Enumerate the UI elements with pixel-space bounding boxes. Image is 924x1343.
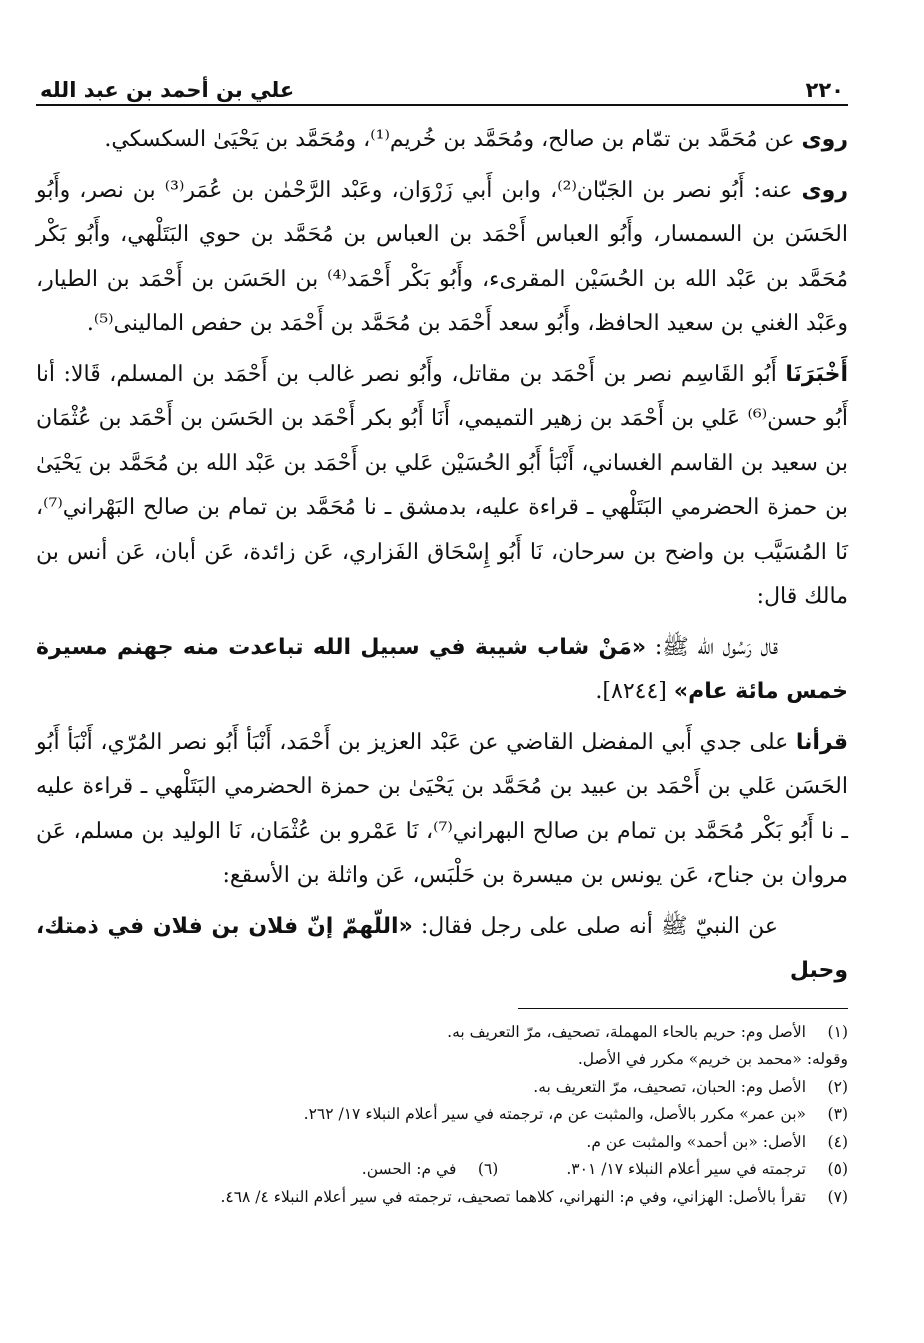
footnotes	[36, 1019, 848, 1212]
footnote-text: في م: الحسن.	[361, 1160, 457, 1178]
hadith-intro: عن النبيّ ﷺ أنه صلى على رجل فقال:	[412, 913, 778, 939]
hadith-text: «مَنْ شاب شيبة في سبيل الله تباعدت منه جهنم مسيرة خمس مائة عام»	[36, 634, 848, 704]
paragraph-lead: قرأنا	[795, 729, 848, 755]
main-text	[36, 118, 848, 994]
footnote-text: تقرأ بالأصل: الهزاني، وفي م: النهراني، كلاهما تصحيف، ترجمته في سير أعلام النبلاء ٤/ ٤٦٨.	[220, 1187, 806, 1206]
hadith-text: «اللّهمّ إنّ فلان بن فلان في ذمتك، وحبل	[36, 913, 848, 983]
footnote-text: ترجمته في سير أعلام النبلاء ١٧/ ٣٠١.	[566, 1160, 806, 1178]
footnote-number: (٤)	[827, 1132, 848, 1151]
hadith-1	[36, 626, 848, 715]
footnote-text: الأصل وم: الحبان، تصحيف، مرّ التعريف به.	[533, 1077, 806, 1096]
footnote-divider	[518, 1008, 848, 1009]
footnote-7	[36, 1184, 848, 1212]
hadith-reference: [٨٢٤٤].	[595, 679, 667, 704]
footnote-2	[36, 1074, 848, 1102]
footnote-text: الأصل وم: حريم بالحاء المهملة، تصحيف، مرّ التعريف به.	[447, 1022, 806, 1041]
footnote-text: «بن عمر» مكرر بالأصل، والمثبت عن م، ترجمته في سير أعلام النبلاء ١٧/ ٢٦٢.	[303, 1105, 806, 1123]
paragraph-text: عن مُحَمَّد بن تمّام بن صالح، ومُحَمَّد بن خُريم⁽¹⁾، ومُحَمَّد بن يَحْيَىٰ السكسكي.	[104, 127, 795, 152]
footnote-4	[36, 1129, 848, 1157]
footnote-number: (٣)	[827, 1105, 848, 1123]
page-header	[36, 78, 848, 106]
paragraph-text: عنه: أَبُو نصر بن الجَبّان⁽²⁾، وابن أَبي زَرْوَان، وعَبْد الرَّحْمٰن بن عُمَر⁽³⁾ بن نصر، وأَبُو الحَسَن بن السمسار، وأَبُو العباس أَحْمَد بن العباس بن مُحَمَّد بن حوي البَتَلْهي، وأَبُو بَكْر مُحَمَّد بن عَبْد الله بن الحُسَيْن المقرىء، وأَبُو بَكْر أَحْمَد⁽⁴⁾ بن الحَسَن بن أَحْمَد بن الطيار، وعَبْد الغني بن سعيد الحافظ، وأَبُو سعد أَحْمَد بن مُحَمَّد بن أَحْمَد بن حفص المالينى⁽⁵⁾.	[36, 177, 848, 336]
paragraph-isnad-2	[36, 721, 848, 899]
book-page	[36, 78, 848, 1211]
paragraph-text: على جدي أَبي المفضل القاضي عن عَبْد العزيز بن أَحْمَد، أَنْبَأ أَبُو نصر المُرّي، أَنْبَأ أَبُو الحَسَن عَلي بن أَحْمَد بن عبيد بن مُحَمَّد بن يَحْيَىٰ بن حمزة الحضرمي البَتَلْهي ـ قراءة عليه ـ نا أَبُو بَكْر مُحَمَّد بن تمام بن صالح البهراني⁽⁷⁾، نَا عَمْرو بن عُثْمَان، نَا الوليد بن مسلم، عَن مروان بن جناح، عَن يونس بن ميسرة بن حَلْبَس، عَن واثلة بن الأسقع:	[36, 729, 848, 888]
footnote-number: (٥)	[827, 1160, 848, 1178]
footnote-number: (١)	[827, 1022, 848, 1041]
footnote-number: (٦)	[477, 1160, 499, 1178]
paragraph-text: أَبُو القَاسِم نصر بن أَحْمَد بن مقاتل، وأَبُو نصر غالب بن أَحْمَد بن المسلم، قَالا: أنا أَبُو حسن⁽⁶⁾ عَلي بن أَحْمَد بن زهير التميمي، أَنَا أَبُو بكر أَحْمَد بن الحَسَن بن أَحْمَد بن عُثْمَان بن سعيد بن القاسم الغساني، أَنْبَأ أَبُو الحُسَيْن عَلي بن أَحْمَد بن عَبْد الله بن مُحَمَّد بن يَحْيَىٰ بن حمزة الحضرمي البَتَلْهي ـ قراءة عليه، بدمشق ـ نا مُحَمَّد بن تمام بن صالح البَهْراني⁽⁷⁾، نَا المُسَيَّب بن واضح بن سرحان، نَا أَبُو إِسْحَاق الفَزاري، عَن زائدة، عَن أبان، عَن أنس بن مالك قال:	[36, 361, 848, 609]
paragraph-narrated-from	[36, 118, 848, 163]
footnote-1	[36, 1019, 848, 1074]
footnote-number: (٧)	[827, 1187, 848, 1206]
hadith-2	[36, 905, 848, 994]
footnote-5-6	[36, 1156, 848, 1184]
running-title: علي بن أحمد بن عبد الله	[40, 78, 295, 102]
footnote-3	[36, 1101, 848, 1129]
footnote-continuation: وقوله: «محمد بن خريم» مكرر في الأصل.	[577, 1050, 848, 1068]
paragraph-lead: روى	[801, 127, 848, 152]
paragraph-lead: روى	[801, 177, 849, 203]
paragraph-narrated-by	[36, 169, 848, 347]
paragraph-lead: أَخْبَرَنَا	[785, 361, 848, 387]
hadith-intro: قال رَسُول الله ﷺ:	[646, 634, 778, 660]
paragraph-isnad-1	[36, 353, 848, 620]
footnote-text: الأصل: «بن أحمد» والمثبت عن م.	[586, 1132, 806, 1151]
page-number: ٢٢٠	[805, 78, 844, 102]
footnote-number: (٢)	[827, 1077, 848, 1096]
